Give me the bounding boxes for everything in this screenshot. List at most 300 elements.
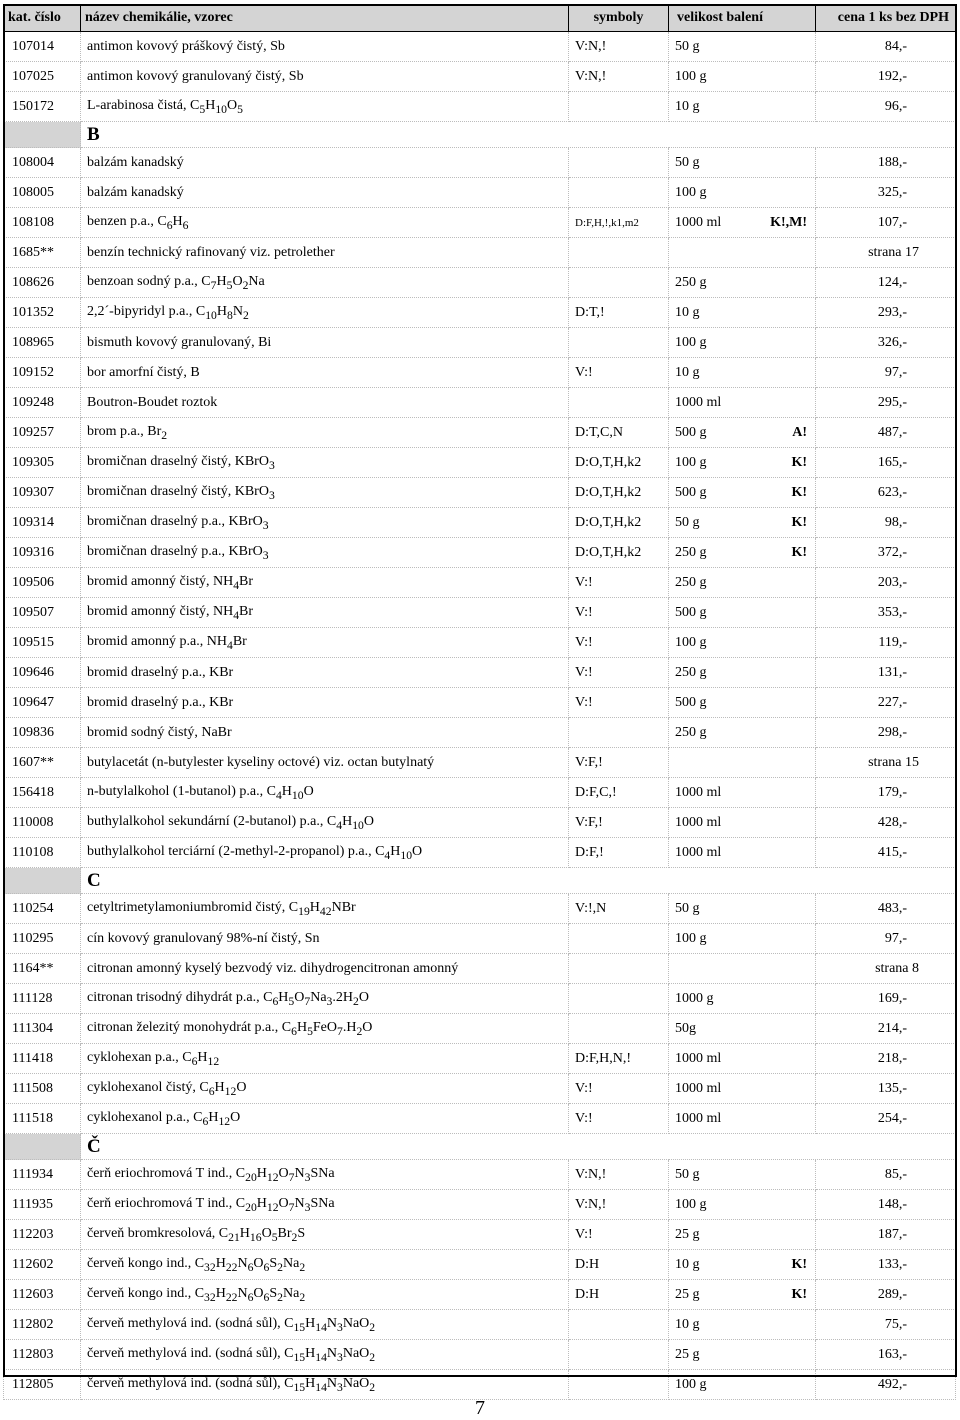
package-size-cell xyxy=(669,208,816,238)
hazard-symbols: V:! xyxy=(569,1104,669,1134)
package-size: 100 g xyxy=(675,930,707,946)
table-row xyxy=(4,268,956,298)
package-size-cell xyxy=(669,1044,816,1074)
hazard-symbols xyxy=(569,1310,669,1340)
chemical-name: čerň eriochromová T ind., $C_{20}H_{12}O_7N_3SNa$ xyxy=(81,1190,569,1220)
package-size: 1000 ml xyxy=(675,814,722,830)
package-size: 50 g xyxy=(675,38,700,54)
package-size: 25 g xyxy=(675,1286,700,1302)
catalog-number: 150172 xyxy=(4,92,81,122)
catalog-number: 111418 xyxy=(4,1044,81,1074)
catalog-number: 109836 xyxy=(4,718,81,748)
price: 169,- xyxy=(816,984,956,1014)
price: 148,- xyxy=(816,1190,956,1220)
package-size-cell xyxy=(669,954,816,984)
header-price: cena 1 ks bez DPH xyxy=(816,5,956,32)
hazard-symbols xyxy=(569,268,669,298)
chemical-name: bismuth kovový granulovaný, Bi xyxy=(81,328,569,358)
price: 165,- xyxy=(816,448,956,478)
price: 192,- xyxy=(816,62,956,92)
table-row xyxy=(4,298,956,328)
chemical-name: antimon kovový práškový čistý, Sb xyxy=(81,32,569,62)
hazard-symbols xyxy=(569,984,669,1014)
table-row xyxy=(4,92,956,122)
hazard-symbols xyxy=(569,328,669,358)
chemical-name: červeň methylová ind. (sodná sůl), $C_{15}H_{14}N_3NaO_2$ xyxy=(81,1310,569,1340)
package-size-cell xyxy=(669,598,816,628)
hazard-symbols: V:N,! xyxy=(569,32,669,62)
table-header-row xyxy=(4,5,956,32)
catalog-number: 111508 xyxy=(4,1074,81,1104)
catalog-number: 110008 xyxy=(4,808,81,838)
catalog-number: 111518 xyxy=(4,1104,81,1134)
price: 119,- xyxy=(816,628,956,658)
package-size: 100 g xyxy=(675,1376,707,1392)
price: strana 15 xyxy=(816,748,956,778)
package-size: 10 g xyxy=(675,1316,700,1332)
chemical-name: L-arabinosa čistá, $C_5H_{10}O_5$ xyxy=(81,92,569,122)
catalog-number: 112803 xyxy=(4,1340,81,1370)
package-size-cell xyxy=(669,388,816,418)
table-row xyxy=(4,238,956,268)
catalog-number: 109152 xyxy=(4,358,81,388)
catalog-number: 101352 xyxy=(4,298,81,328)
price: 295,- xyxy=(816,388,956,418)
header-name: název chemikálie, vzorec xyxy=(81,5,569,32)
table-row xyxy=(4,598,956,628)
hazard-symbols: V:N,! xyxy=(569,62,669,92)
catalog-number: 156418 xyxy=(4,778,81,808)
catalog-number: 1607** xyxy=(4,748,81,778)
chemicals-table xyxy=(3,4,956,1400)
table-row xyxy=(4,658,956,688)
package-size: 1000 ml xyxy=(675,1050,722,1066)
package-size: 500 g xyxy=(675,604,707,620)
chemical-name: buthylalkohol terciární (2-methyl-2-propanol) p.a., $C_4H_{10}O$ xyxy=(81,838,569,868)
risk-flag: K!,M! xyxy=(770,214,807,230)
hazard-symbols: V:! xyxy=(569,658,669,688)
hazard-symbols: D:O,T,H,k2 xyxy=(569,538,669,568)
risk-flag: K! xyxy=(791,1256,807,1272)
catalog-number: 109506 xyxy=(4,568,81,598)
table-row xyxy=(4,508,956,538)
price: 214,- xyxy=(816,1014,956,1044)
chemical-name: antimon kovový granulovaný čistý, Sb xyxy=(81,62,569,92)
package-size: 250 g xyxy=(675,664,707,680)
chemical-name: bromičnan draselný čistý, KBrO$_3$ xyxy=(81,448,569,478)
catalog-number: 111934 xyxy=(4,1160,81,1190)
package-size-cell xyxy=(669,478,816,508)
section-row xyxy=(4,868,956,894)
package-size-cell xyxy=(669,568,816,598)
catalog-number: 109316 xyxy=(4,538,81,568)
chemical-name: benzoan sodný p.a., $C_7H_5O_2Na$ xyxy=(81,268,569,298)
price: 325,- xyxy=(816,178,956,208)
chemical-name: bromid amonný čistý, $NH_4Br$ xyxy=(81,568,569,598)
section-letter: C xyxy=(81,868,956,894)
package-size-cell xyxy=(669,62,816,92)
hazard-symbols xyxy=(569,924,669,954)
price: 97,- xyxy=(816,358,956,388)
table-row xyxy=(4,838,956,868)
table-row xyxy=(4,358,956,388)
catalog-number: 108626 xyxy=(4,268,81,298)
package-size: 50 g xyxy=(675,514,700,530)
package-size-cell xyxy=(669,1280,816,1310)
package-size-cell xyxy=(669,148,816,178)
package-size: 100 g xyxy=(675,634,707,650)
hazard-symbols: V:! xyxy=(569,688,669,718)
risk-flag: K! xyxy=(791,514,807,530)
catalog-number: 112203 xyxy=(4,1220,81,1250)
hazard-symbols: D:O,T,H,k2 xyxy=(569,448,669,478)
price: 124,- xyxy=(816,268,956,298)
table-row xyxy=(4,1370,956,1400)
package-size-cell xyxy=(669,778,816,808)
chemical-name: červeň kongo ind., $C_{32}H_{22}N_6O_6S_2Na_2$ xyxy=(81,1280,569,1310)
hazard-symbols: D:F,! xyxy=(569,838,669,868)
package-size: 1000 g xyxy=(675,990,714,1006)
price: 372,- xyxy=(816,538,956,568)
price: 97,- xyxy=(816,924,956,954)
hazard-symbols: D:F,C,! xyxy=(569,778,669,808)
price: 293,- xyxy=(816,298,956,328)
table-row xyxy=(4,1280,956,1310)
package-size-cell xyxy=(669,32,816,62)
risk-flag: K! xyxy=(791,484,807,500)
hazard-symbols: D:F,H,!,k1,m2 xyxy=(569,208,669,238)
catalog-number: 110108 xyxy=(4,838,81,868)
hazard-symbols: V:F,! xyxy=(569,748,669,778)
catalog-number: 109314 xyxy=(4,508,81,538)
hazard-symbols: V:! xyxy=(569,358,669,388)
package-size-cell xyxy=(669,718,816,748)
package-size: 1000 ml xyxy=(675,844,722,860)
package-size: 100 g xyxy=(675,68,707,84)
catalog-number: 111128 xyxy=(4,984,81,1014)
package-size: 100 g xyxy=(675,184,707,200)
package-size-cell xyxy=(669,298,816,328)
package-size-cell xyxy=(669,268,816,298)
catalog-number: 108108 xyxy=(4,208,81,238)
hazard-symbols: D:H xyxy=(569,1280,669,1310)
table-row xyxy=(4,328,956,358)
catalog-number: 109515 xyxy=(4,628,81,658)
header-symbols: symboly xyxy=(569,5,669,32)
catalog-number: 109257 xyxy=(4,418,81,448)
chemical-name: bromičnan draselný čistý, KBrO$_3$ xyxy=(81,478,569,508)
price: 428,- xyxy=(816,808,956,838)
table-row xyxy=(4,478,956,508)
package-size: 10 g xyxy=(675,98,700,114)
package-size-cell xyxy=(669,1250,816,1280)
package-size-cell xyxy=(669,1104,816,1134)
package-size-cell xyxy=(669,628,816,658)
table-row xyxy=(4,1160,956,1190)
table-row xyxy=(4,924,956,954)
table-row xyxy=(4,718,956,748)
price: 483,- xyxy=(816,894,956,924)
package-size-cell xyxy=(669,1370,816,1400)
package-size-cell xyxy=(669,328,816,358)
hazard-symbols xyxy=(569,1370,669,1400)
catalog-number: 107025 xyxy=(4,62,81,92)
price: 254,- xyxy=(816,1104,956,1134)
chemical-name: buthylalkohol sekundární (2-butanol) p.a., $C_4H_{10}O$ xyxy=(81,808,569,838)
hazard-symbols: V:!,N xyxy=(569,894,669,924)
hazard-symbols xyxy=(569,92,669,122)
package-size-cell xyxy=(669,538,816,568)
table-row xyxy=(4,1250,956,1280)
catalog-number: 109646 xyxy=(4,658,81,688)
section-letter: Č xyxy=(81,1134,956,1160)
chemical-name: brom p.a., $Br_2$ xyxy=(81,418,569,448)
catalog-number: 109647 xyxy=(4,688,81,718)
table-row xyxy=(4,148,956,178)
package-size-cell xyxy=(669,748,816,778)
hazard-symbols: V:! xyxy=(569,628,669,658)
header-package: velikost balení xyxy=(669,5,816,32)
package-size-cell xyxy=(669,688,816,718)
package-size-cell xyxy=(669,178,816,208)
chemical-name: balzám kanadský xyxy=(81,148,569,178)
chemical-name: bor amorfní čistý, B xyxy=(81,358,569,388)
chemical-name: 2,2´-bipyridyl p.a., $C_{10}H_8N_2$ xyxy=(81,298,569,328)
package-size: 500 g xyxy=(675,694,707,710)
catalog-number: 109307 xyxy=(4,478,81,508)
table-body xyxy=(4,32,956,1400)
table-row xyxy=(4,1220,956,1250)
price: strana 17 xyxy=(816,238,956,268)
catalog-number: 108965 xyxy=(4,328,81,358)
package-size-cell xyxy=(669,238,816,268)
chemical-name: červeň methylová ind. (sodná sůl), $C_{15}H_{14}N_3NaO_2$ xyxy=(81,1370,569,1400)
chemical-name: bromid draselný p.a., KBr xyxy=(81,688,569,718)
package-size-cell xyxy=(669,448,816,478)
catalog-number: 112805 xyxy=(4,1370,81,1400)
catalog-number: 110295 xyxy=(4,924,81,954)
table-row xyxy=(4,1310,956,1340)
catalog-sheet xyxy=(3,4,955,1400)
package-size-cell xyxy=(669,808,816,838)
risk-flag: K! xyxy=(791,454,807,470)
chemical-name: cetyltrimetylamoniumbromid čistý, $C_{19}H_{42}NBr$ xyxy=(81,894,569,924)
page-number: 7 xyxy=(475,1397,485,1419)
price: 107,- xyxy=(816,208,956,238)
chemical-name: bromičnan draselný p.a., KBrO$_3$ xyxy=(81,538,569,568)
package-size: 100 g xyxy=(675,334,707,350)
price: 135,- xyxy=(816,1074,956,1104)
package-size-cell xyxy=(669,1220,816,1250)
package-size: 1000 ml xyxy=(675,1110,722,1126)
price: 85,- xyxy=(816,1160,956,1190)
table-row xyxy=(4,62,956,92)
package-size-cell xyxy=(669,658,816,688)
catalog-number: 112603 xyxy=(4,1280,81,1310)
table-row xyxy=(4,808,956,838)
hazard-symbols: D:T,! xyxy=(569,298,669,328)
package-size-cell xyxy=(669,1074,816,1104)
chemical-name: n-butylalkohol (1-butanol) p.a., $C_4H_{10}O$ xyxy=(81,778,569,808)
hazard-symbols: D:O,T,H,k2 xyxy=(569,478,669,508)
table-row xyxy=(4,388,956,418)
catalog-number: 108004 xyxy=(4,148,81,178)
package-size-cell xyxy=(669,1340,816,1370)
package-size: 50 g xyxy=(675,900,700,916)
package-size: 50 g xyxy=(675,1166,700,1182)
chemical-name: cyklohexanol p.a., $C_6H_{12}O$ xyxy=(81,1104,569,1134)
package-size-cell xyxy=(669,358,816,388)
package-size-cell xyxy=(669,1160,816,1190)
table-row xyxy=(4,954,956,984)
chemical-name: bromid amonný p.a., $NH_4Br$ xyxy=(81,628,569,658)
catalog-number: 112602 xyxy=(4,1250,81,1280)
catalog-number: 109305 xyxy=(4,448,81,478)
catalog-number: 111935 xyxy=(4,1190,81,1220)
package-size: 250 g xyxy=(675,724,707,740)
table-row xyxy=(4,1074,956,1104)
package-size: 1000 ml xyxy=(675,214,722,230)
package-size: 500 g xyxy=(675,424,707,440)
chemical-name: bromid draselný p.a., KBr xyxy=(81,658,569,688)
hazard-symbols: V:! xyxy=(569,598,669,628)
chemical-name: cyklohexan p.a., $C_6H_{12}$ xyxy=(81,1044,569,1074)
catalog-number: 109248 xyxy=(4,388,81,418)
package-size: 10 g xyxy=(675,364,700,380)
section-row xyxy=(4,1134,956,1160)
price: 326,- xyxy=(816,328,956,358)
hazard-symbols: V:! xyxy=(569,1074,669,1104)
table-row xyxy=(4,32,956,62)
table-row xyxy=(4,628,956,658)
chemical-name: citronan amonný kyselý bezvodý viz. dihydrogencitronan amonný xyxy=(81,954,569,984)
package-size: 50 g xyxy=(675,154,700,170)
chemical-name: červeň bromkresolová, $C_{21}H_{16}O_5Br_2S$ xyxy=(81,1220,569,1250)
hazard-symbols: V:! xyxy=(569,1220,669,1250)
hazard-symbols xyxy=(569,238,669,268)
chemical-name: červeň kongo ind., $C_{32}H_{22}N_6O_6S_2Na_2$ xyxy=(81,1250,569,1280)
catalog-number: 110254 xyxy=(4,894,81,924)
hazard-symbols xyxy=(569,388,669,418)
package-size: 25 g xyxy=(675,1226,700,1242)
package-size-cell xyxy=(669,508,816,538)
price: 84,- xyxy=(816,32,956,62)
price: 415,- xyxy=(816,838,956,868)
hazard-symbols: D:F,H,N,! xyxy=(569,1044,669,1074)
hazard-symbols xyxy=(569,1014,669,1044)
package-size-cell xyxy=(669,1014,816,1044)
table-row xyxy=(4,1104,956,1134)
price: 75,- xyxy=(816,1310,956,1340)
package-size: 25 g xyxy=(675,1346,700,1362)
price: 163,- xyxy=(816,1340,956,1370)
table-row xyxy=(4,778,956,808)
catalog-number: 112802 xyxy=(4,1310,81,1340)
table-row xyxy=(4,984,956,1014)
section-spacer xyxy=(4,868,81,894)
table-row xyxy=(4,1340,956,1370)
price: 218,- xyxy=(816,1044,956,1074)
price: 227,- xyxy=(816,688,956,718)
hazard-symbols: D:H xyxy=(569,1250,669,1280)
chemical-name: Boutron-Boudet roztok xyxy=(81,388,569,418)
hazard-symbols: V:F,! xyxy=(569,808,669,838)
chemical-name: cín kovový granulovaný 98%-ní čistý, Sn xyxy=(81,924,569,954)
package-size-cell xyxy=(669,894,816,924)
package-size-cell xyxy=(669,838,816,868)
catalog-number: 1685** xyxy=(4,238,81,268)
price: 353,- xyxy=(816,598,956,628)
package-size: 250 g xyxy=(675,274,707,290)
table-row xyxy=(4,448,956,478)
chemical-name: citronan trisodný dihydrát p.a., $C_6H_5O_7Na_3.2H_2O$ xyxy=(81,984,569,1014)
package-size: 100 g xyxy=(675,1196,707,1212)
price: 179,- xyxy=(816,778,956,808)
chemical-name: citronan železitý monohydrát p.a., $C_6H_5FeO_7.H_2O$ xyxy=(81,1014,569,1044)
package-size-cell xyxy=(669,92,816,122)
price: 187,- xyxy=(816,1220,956,1250)
table-row xyxy=(4,1014,956,1044)
price: 96,- xyxy=(816,92,956,122)
chemical-name: bromičnan draselný p.a., KBrO$_3$ xyxy=(81,508,569,538)
hazard-symbols: V:N,! xyxy=(569,1160,669,1190)
package-size: 100 g xyxy=(675,454,707,470)
price: 131,- xyxy=(816,658,956,688)
hazard-symbols: V:N,! xyxy=(569,1190,669,1220)
hazard-symbols xyxy=(569,954,669,984)
table-row xyxy=(4,1190,956,1220)
package-size: 10 g xyxy=(675,1256,700,1272)
package-size: 250 g xyxy=(675,574,707,590)
table-row xyxy=(4,208,956,238)
section-letter: B xyxy=(81,122,956,148)
risk-flag: A! xyxy=(792,424,807,440)
package-size-cell xyxy=(669,418,816,448)
package-size: 50g xyxy=(675,1020,696,1036)
header-code: kat. číslo xyxy=(4,5,81,32)
section-spacer xyxy=(4,1134,81,1160)
catalog-number: 107014 xyxy=(4,32,81,62)
catalog-number: 111304 xyxy=(4,1014,81,1044)
price: 298,- xyxy=(816,718,956,748)
chemical-name: cyklohexanol čistý, $C_6H_{12}O$ xyxy=(81,1074,569,1104)
package-size-cell xyxy=(669,1310,816,1340)
price: 487,- xyxy=(816,418,956,448)
table-row xyxy=(4,688,956,718)
package-size: 1000 ml xyxy=(675,394,722,410)
chemical-name: bromid sodný čistý, NaBr xyxy=(81,718,569,748)
table-row xyxy=(4,178,956,208)
table-row xyxy=(4,568,956,598)
chemical-name: benzín technický rafinovaný viz. petrolether xyxy=(81,238,569,268)
risk-flag: K! xyxy=(791,544,807,560)
price: 188,- xyxy=(816,148,956,178)
table-row xyxy=(4,1044,956,1074)
hazard-symbols: V:! xyxy=(569,568,669,598)
table-row xyxy=(4,748,956,778)
hazard-symbols xyxy=(569,148,669,178)
price: 203,- xyxy=(816,568,956,598)
package-size: 500 g xyxy=(675,484,707,500)
table-row xyxy=(4,418,956,448)
hazard-symbols xyxy=(569,1340,669,1370)
package-size: 1000 ml xyxy=(675,1080,722,1096)
package-size: 10 g xyxy=(675,304,700,320)
price: 492,- xyxy=(816,1370,956,1400)
package-size-cell xyxy=(669,984,816,1014)
catalog-number: 1164** xyxy=(4,954,81,984)
chemical-name: benzen p.a., $C_6H_6$ xyxy=(81,208,569,238)
